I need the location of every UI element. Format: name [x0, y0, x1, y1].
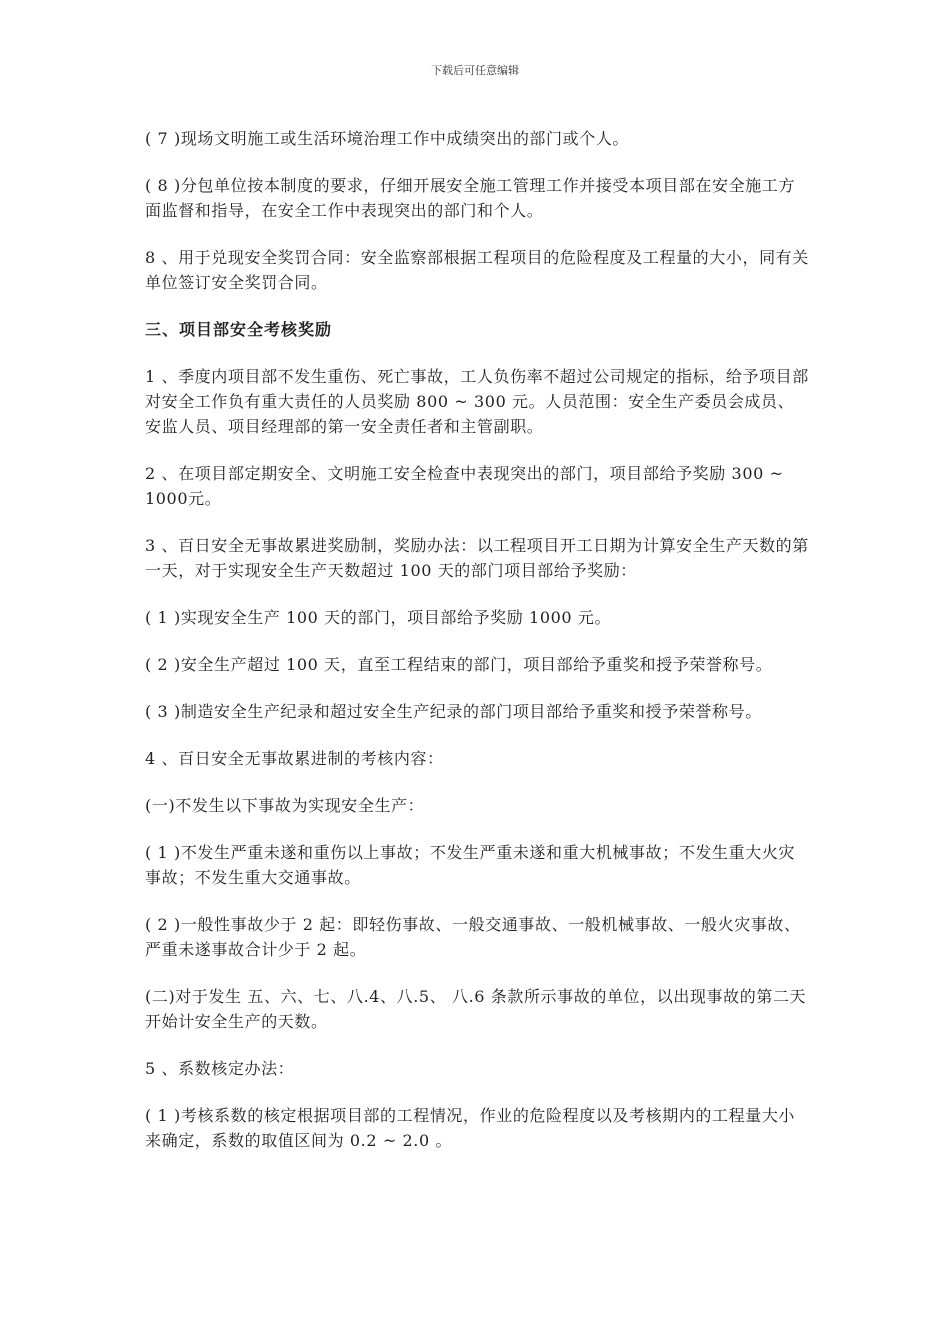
- paragraph-section-8: 8 、用于兑现安全奖罚合同：安全监察部根据工程项目的危险程度及工程量的大小，同有关单位签订安全奖罚合同。: [145, 248, 809, 292]
- paragraph-reward-1: 1 、季度内项目部不发生重伤、死亡事故，工人负伤率不超过公司规定的指标，给予项目部对安全工作负有重大责任的人员奖励 800 ~ 300 元。人员范围：安全生产委员会成员、安监人员、项目经理部的第一安全责任者和主管副职。: [145, 367, 809, 436]
- paragraph-item-8: ( 8 )分包单位按本制度的要求，仔细开展安全施工管理工作并接受本项目部在安全施工方面监督和指导，在安全工作中表现突出的部门和个人。: [145, 176, 796, 220]
- paragraph-reward-3-2: ( 2 )安全生产超过 100 天，直至工程结束的部门，项目部给予重奖和授予荣誉称号。: [145, 655, 773, 674]
- paragraph-assessment-a: (一)不发生以下事故为实现安全生产：: [145, 796, 425, 815]
- paragraph-reward-3-3: ( 3 )制造安全生产纪录和超过安全生产纪录的部门项目部给予重奖和授予荣誉称号。: [145, 702, 762, 721]
- paragraph-assessment-b: (二)对于发生 五、六、七、八.4、八.5、 八.6 条款所示事故的单位，以出现事故的第二天开始计安全生产的天数。: [145, 987, 807, 1031]
- paragraph-reward-2: 2 、在项目部定期安全、文明施工安全检查中表现突出的部门，项目部给予奖励 300 ~ 1000元。: [145, 464, 790, 508]
- paragraph-assessment-a-2: ( 2 )一般性事故少于 2 起：即轻伤事故、一般交通事故、一般机械事故、一般火灾事故、严重未遂事故合计少于 2 起。: [145, 915, 801, 959]
- paragraph-assessment-4: 4 、百日安全无事故累进制的考核内容：: [145, 749, 444, 768]
- paragraph-reward-3: 3 、百日安全无事故累进奖励制，奖励办法：以工程项目开工日期为计算安全生产天数的第一天，对于实现安全生产天数超过 100 天的部门项目部给予奖励：: [145, 536, 809, 580]
- header-note: 下载后可任意编辑: [431, 64, 519, 77]
- paragraph-assessment-a-1: ( 1 )不发生严重未遂和重伤以上事故；不发生严重未遂和重大机械事故；不发生重大火灾事故；不发生重大交通事故。: [145, 843, 796, 887]
- paragraph-reward-3-1: ( 1 )实现安全生产 100 天的部门，项目部给予奖励 1000 元。: [145, 608, 612, 627]
- paragraph-coefficient-5-1: ( 1 )考核系数的核定根据项目部的工程情况，作业的危险程度以及考核期内的工程量大小来确定，系数的取值区间为 0.2 ~ 2.0 。: [145, 1106, 796, 1150]
- section-heading-3: 三、项目部安全考核奖励: [145, 320, 333, 339]
- paragraph-item-7: ( 7 )现场文明施工或生活环境治理工作中成绩突出的部门或个人。: [145, 129, 630, 148]
- document-body: [145, 126, 810, 1175]
- paragraph-coefficient-5: 5 、系数核定办法：: [145, 1059, 295, 1078]
